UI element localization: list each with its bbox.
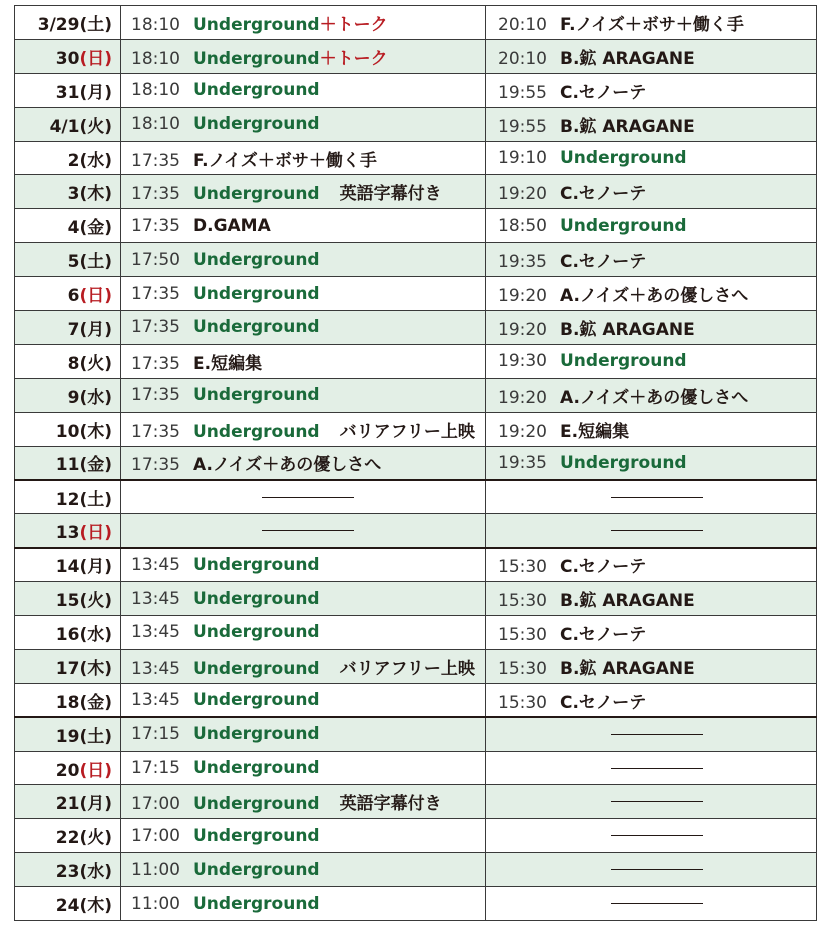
film-title: Underground xyxy=(193,80,320,101)
date-label: 18 xyxy=(55,692,80,713)
schedule-row xyxy=(15,514,817,548)
film-title: F.ノイズ＋ボサ＋働く手 xyxy=(193,150,377,171)
show-time: 18:10 xyxy=(131,48,180,69)
date-cell xyxy=(15,616,121,650)
schedule-row xyxy=(15,107,817,141)
second-screening-cell xyxy=(486,582,817,616)
schedule-row xyxy=(15,311,817,345)
no-screening-dash xyxy=(611,869,703,870)
date-label: 7 xyxy=(67,319,80,340)
show-time: 17:50 xyxy=(131,249,180,270)
first-screening-cell xyxy=(121,514,486,548)
no-screening-dash xyxy=(262,497,354,498)
date-cell xyxy=(15,514,121,548)
schedule-row xyxy=(15,853,817,887)
first-screening-cell xyxy=(121,39,486,73)
show-time: 19:10 xyxy=(498,148,547,168)
first-screening-cell xyxy=(121,446,486,480)
show-time: 17:35 xyxy=(131,317,180,338)
show-time: 13:45 xyxy=(131,658,180,679)
date-cell xyxy=(15,412,121,446)
first-screening-cell xyxy=(121,683,486,717)
second-screening-cell xyxy=(486,73,817,107)
film-title: B.鉱 ARAGANE xyxy=(560,116,695,137)
first-screening-cell xyxy=(121,853,486,887)
date-cell xyxy=(15,887,121,921)
weekday-label: (水) xyxy=(79,862,112,883)
weekday-label: (火) xyxy=(79,828,112,849)
schedule-row xyxy=(15,277,817,311)
film-title: B.鉱 ARAGANE xyxy=(560,319,695,340)
weekday-label: (火) xyxy=(79,353,112,374)
date-cell xyxy=(15,480,121,514)
no-screening-dash xyxy=(611,768,703,769)
schedule-row xyxy=(15,819,817,853)
show-time: 11:00 xyxy=(131,893,180,914)
weekday-label: (金) xyxy=(79,455,112,476)
first-screening-cell xyxy=(121,141,486,175)
date-label: 10 xyxy=(55,421,80,442)
film-title: E.短編集 xyxy=(560,421,630,442)
show-time: 15:30 xyxy=(498,591,547,612)
date-label: 4 xyxy=(67,218,80,239)
date-cell xyxy=(15,853,121,887)
first-screening-cell xyxy=(121,616,486,650)
second-screening-cell xyxy=(486,141,817,175)
date-label: 14 xyxy=(55,557,80,578)
screening-note: 英語字幕付き xyxy=(339,794,442,815)
film-title: Underground xyxy=(193,622,320,643)
date-label: 12 xyxy=(55,489,80,510)
show-time: 15:30 xyxy=(498,624,547,645)
date-label: 16 xyxy=(55,624,80,645)
film-title: C.セノーテ xyxy=(560,252,647,273)
show-time: 17:35 xyxy=(131,421,180,442)
schedule-row xyxy=(15,548,817,582)
schedule-row xyxy=(15,446,817,480)
date-cell xyxy=(15,683,121,717)
weekday-label: (土) xyxy=(79,489,112,510)
schedule-row xyxy=(15,175,817,209)
second-screening-cell xyxy=(486,853,817,887)
second-screening-cell xyxy=(486,175,817,209)
date-cell xyxy=(15,582,121,616)
film-title: E.短編集 xyxy=(193,353,263,374)
second-screening-cell xyxy=(486,785,817,819)
schedule-row xyxy=(15,6,817,40)
show-time: 19:55 xyxy=(498,82,547,103)
film-title: Underground xyxy=(193,893,320,914)
show-time: 19:55 xyxy=(498,116,547,137)
date-label: 17 xyxy=(55,658,80,679)
show-time: 20:10 xyxy=(498,48,547,69)
show-time: 19:30 xyxy=(498,351,547,372)
schedule-row xyxy=(15,209,817,243)
second-screening-cell xyxy=(486,616,817,650)
date-label: 4/1 xyxy=(49,116,80,137)
schedule-row xyxy=(15,243,817,277)
film-title: Underground xyxy=(193,48,320,69)
weekday-label: (日) xyxy=(79,523,112,544)
date-label: 21 xyxy=(55,794,80,815)
date-cell xyxy=(15,548,121,582)
film-title: Underground xyxy=(560,215,687,236)
date-cell xyxy=(15,717,121,751)
film-title: Underground xyxy=(193,249,320,270)
screening-schedule-table xyxy=(14,5,817,921)
second-screening-cell xyxy=(486,243,817,277)
date-label: 30 xyxy=(55,48,80,69)
film-title: Underground xyxy=(193,385,320,406)
schedule-row xyxy=(15,887,817,921)
weekday-label: (月) xyxy=(79,557,112,578)
show-time: 17:00 xyxy=(131,794,180,815)
show-time: 11:00 xyxy=(131,859,180,880)
screening-note: 英語字幕付き xyxy=(339,184,442,205)
weekday-label: (土) xyxy=(79,726,112,747)
talk-event-label: ＋トーク xyxy=(319,48,388,69)
schedule-row xyxy=(15,751,817,785)
film-title: Underground xyxy=(560,148,687,168)
first-screening-cell xyxy=(121,548,486,582)
show-time: 13:45 xyxy=(131,690,180,710)
no-screening-dash xyxy=(611,530,703,531)
second-screening-cell xyxy=(486,446,817,480)
show-time: 19:35 xyxy=(498,452,547,473)
date-label: 13 xyxy=(55,523,80,544)
date-cell xyxy=(15,209,121,243)
first-screening-cell xyxy=(121,751,486,785)
show-time: 13:45 xyxy=(131,554,180,575)
first-screening-cell xyxy=(121,73,486,107)
show-time: 19:20 xyxy=(498,387,547,408)
second-screening-cell xyxy=(486,39,817,73)
date-label: 15 xyxy=(55,591,80,612)
show-time: 17:35 xyxy=(131,215,180,236)
weekday-label: (木) xyxy=(79,658,112,679)
schedule-row xyxy=(15,141,817,175)
second-screening-cell xyxy=(486,412,817,446)
film-title: Underground xyxy=(193,758,320,779)
first-screening-cell xyxy=(121,412,486,446)
no-screening-dash xyxy=(611,497,703,498)
schedule-row xyxy=(15,344,817,378)
date-cell xyxy=(15,649,121,683)
schedule-row xyxy=(15,785,817,819)
second-screening-cell xyxy=(486,717,817,751)
show-time: 13:45 xyxy=(131,622,180,643)
first-screening-cell xyxy=(121,785,486,819)
show-time: 15:30 xyxy=(498,692,547,713)
first-screening-cell xyxy=(121,209,486,243)
date-cell xyxy=(15,141,121,175)
show-time: 15:30 xyxy=(498,658,547,679)
date-cell xyxy=(15,107,121,141)
show-time: 13:45 xyxy=(131,588,180,609)
date-label: 11 xyxy=(55,455,80,476)
show-time: 17:35 xyxy=(131,150,180,171)
no-screening-dash xyxy=(262,530,354,531)
date-label: 20 xyxy=(55,760,80,781)
weekday-label: (金) xyxy=(79,218,112,239)
date-label: 9 xyxy=(67,387,80,408)
second-screening-cell xyxy=(486,311,817,345)
date-cell xyxy=(15,39,121,73)
film-title: Underground xyxy=(193,114,320,135)
show-time: 15:30 xyxy=(498,557,547,578)
date-cell xyxy=(15,751,121,785)
second-screening-cell xyxy=(486,548,817,582)
weekday-label: (日) xyxy=(79,48,112,69)
weekday-label: (月) xyxy=(79,319,112,340)
first-screening-cell xyxy=(121,378,486,412)
show-time: 17:35 xyxy=(131,184,180,205)
date-label: 22 xyxy=(55,828,80,849)
film-title: C.セノーテ xyxy=(560,82,647,103)
weekday-label: (日) xyxy=(79,286,112,307)
film-title: Underground xyxy=(560,452,687,473)
film-title: B.鉱 ARAGANE xyxy=(560,658,695,679)
show-time: 19:20 xyxy=(498,319,547,340)
show-time: 17:35 xyxy=(131,455,180,476)
film-title: Underground xyxy=(193,724,320,745)
weekday-label: (火) xyxy=(79,116,112,137)
date-label: 31 xyxy=(55,82,80,103)
first-screening-cell xyxy=(121,175,486,209)
screening-note: バリアフリー上映 xyxy=(339,658,475,679)
film-title: B.鉱 ARAGANE xyxy=(560,591,695,612)
second-screening-cell xyxy=(486,751,817,785)
date-label: 24 xyxy=(55,896,80,917)
date-cell xyxy=(15,311,121,345)
schedule-row xyxy=(15,582,817,616)
schedule-body xyxy=(15,6,817,921)
film-title: Underground xyxy=(193,794,320,815)
first-screening-cell xyxy=(121,311,486,345)
show-time: 17:35 xyxy=(131,283,180,304)
no-screening-dash xyxy=(611,801,703,802)
weekday-label: (月) xyxy=(79,794,112,815)
weekday-label: (日) xyxy=(79,760,112,781)
second-screening-cell xyxy=(486,480,817,514)
date-cell xyxy=(15,243,121,277)
schedule-row xyxy=(15,616,817,650)
date-label: 6 xyxy=(67,286,80,307)
film-title: Underground xyxy=(193,859,320,880)
date-cell xyxy=(15,277,121,311)
film-title: Underground xyxy=(193,554,320,575)
second-screening-cell xyxy=(486,344,817,378)
second-screening-cell xyxy=(486,683,817,717)
first-screening-cell xyxy=(121,649,486,683)
date-cell xyxy=(15,175,121,209)
show-time: 17:15 xyxy=(131,724,180,745)
show-time: 19:20 xyxy=(498,184,547,205)
date-label: 3/29 xyxy=(37,14,80,35)
film-title: D.GAMA xyxy=(193,215,271,236)
show-time: 17:15 xyxy=(131,758,180,779)
second-screening-cell xyxy=(486,209,817,243)
first-screening-cell xyxy=(121,480,486,514)
film-title: C.セノーテ xyxy=(560,624,647,645)
date-label: 8 xyxy=(67,353,80,374)
show-time: 20:10 xyxy=(498,14,547,35)
first-screening-cell xyxy=(121,107,486,141)
show-time: 17:00 xyxy=(131,825,180,846)
date-cell xyxy=(15,6,121,40)
weekday-label: (火) xyxy=(79,591,112,612)
show-time: 17:35 xyxy=(131,353,180,374)
weekday-label: (水) xyxy=(79,387,112,408)
schedule-row xyxy=(15,683,817,717)
show-time: 18:10 xyxy=(131,80,180,101)
date-cell xyxy=(15,73,121,107)
weekday-label: (水) xyxy=(79,150,112,171)
second-screening-cell xyxy=(486,107,817,141)
screening-note: バリアフリー上映 xyxy=(339,421,475,442)
film-title: Underground xyxy=(193,690,320,710)
second-screening-cell xyxy=(486,514,817,548)
film-title: A.ノイズ＋あの優しさへ xyxy=(193,455,382,476)
weekday-label: (月) xyxy=(79,82,112,103)
weekday-label: (水) xyxy=(79,624,112,645)
schedule-row xyxy=(15,73,817,107)
schedule-row xyxy=(15,649,817,683)
film-title: C.セノーテ xyxy=(560,557,647,578)
film-title: F.ノイズ＋ボサ＋働く手 xyxy=(560,14,744,35)
no-screening-dash xyxy=(611,734,703,735)
schedule-row xyxy=(15,378,817,412)
schedule-row xyxy=(15,717,817,751)
date-cell xyxy=(15,446,121,480)
film-title: Underground xyxy=(193,421,320,442)
first-screening-cell xyxy=(121,887,486,921)
date-cell xyxy=(15,785,121,819)
weekday-label: (木) xyxy=(79,896,112,917)
second-screening-cell xyxy=(486,6,817,40)
no-screening-dash xyxy=(611,835,703,836)
film-title: Underground xyxy=(193,14,320,35)
film-title: C.セノーテ xyxy=(560,692,647,713)
first-screening-cell xyxy=(121,582,486,616)
film-title: B.鉱 ARAGANE xyxy=(560,48,695,69)
date-cell xyxy=(15,344,121,378)
second-screening-cell xyxy=(486,277,817,311)
show-time: 19:20 xyxy=(498,286,547,307)
first-screening-cell xyxy=(121,243,486,277)
no-screening-dash xyxy=(611,903,703,904)
film-title: C.セノーテ xyxy=(560,184,647,205)
second-screening-cell xyxy=(486,819,817,853)
show-time: 17:35 xyxy=(131,385,180,406)
weekday-label: (土) xyxy=(79,14,112,35)
weekday-label: (木) xyxy=(79,184,112,205)
show-time: 19:20 xyxy=(498,421,547,442)
date-label: 23 xyxy=(55,862,80,883)
film-title: Underground xyxy=(193,317,320,338)
film-title: Underground xyxy=(193,658,320,679)
date-cell xyxy=(15,819,121,853)
date-cell xyxy=(15,378,121,412)
film-title: A.ノイズ＋あの優しさへ xyxy=(560,286,749,307)
film-title: Underground xyxy=(560,351,687,372)
date-label: 5 xyxy=(67,252,80,273)
date-label: 3 xyxy=(67,184,80,205)
weekday-label: (木) xyxy=(79,421,112,442)
first-screening-cell xyxy=(121,277,486,311)
weekday-label: (金) xyxy=(79,692,112,713)
film-title: Underground xyxy=(193,184,320,205)
date-label: 2 xyxy=(67,150,80,171)
first-screening-cell xyxy=(121,717,486,751)
show-time: 18:50 xyxy=(498,215,547,236)
first-screening-cell xyxy=(121,819,486,853)
weekday-label: (土) xyxy=(79,252,112,273)
first-screening-cell xyxy=(121,344,486,378)
second-screening-cell xyxy=(486,649,817,683)
film-title: Underground xyxy=(193,283,320,304)
film-title: A.ノイズ＋あの優しさへ xyxy=(560,387,749,408)
first-screening-cell xyxy=(121,6,486,40)
date-label: 19 xyxy=(55,726,80,747)
film-title: Underground xyxy=(193,825,320,846)
schedule-row xyxy=(15,480,817,514)
film-title: Underground xyxy=(193,588,320,609)
second-screening-cell xyxy=(486,887,817,921)
second-screening-cell xyxy=(486,378,817,412)
show-time: 19:35 xyxy=(498,252,547,273)
show-time: 18:10 xyxy=(131,14,180,35)
schedule-row xyxy=(15,412,817,446)
talk-event-label: ＋トーク xyxy=(319,14,388,35)
schedule-row xyxy=(15,39,817,73)
show-time: 18:10 xyxy=(131,114,180,135)
